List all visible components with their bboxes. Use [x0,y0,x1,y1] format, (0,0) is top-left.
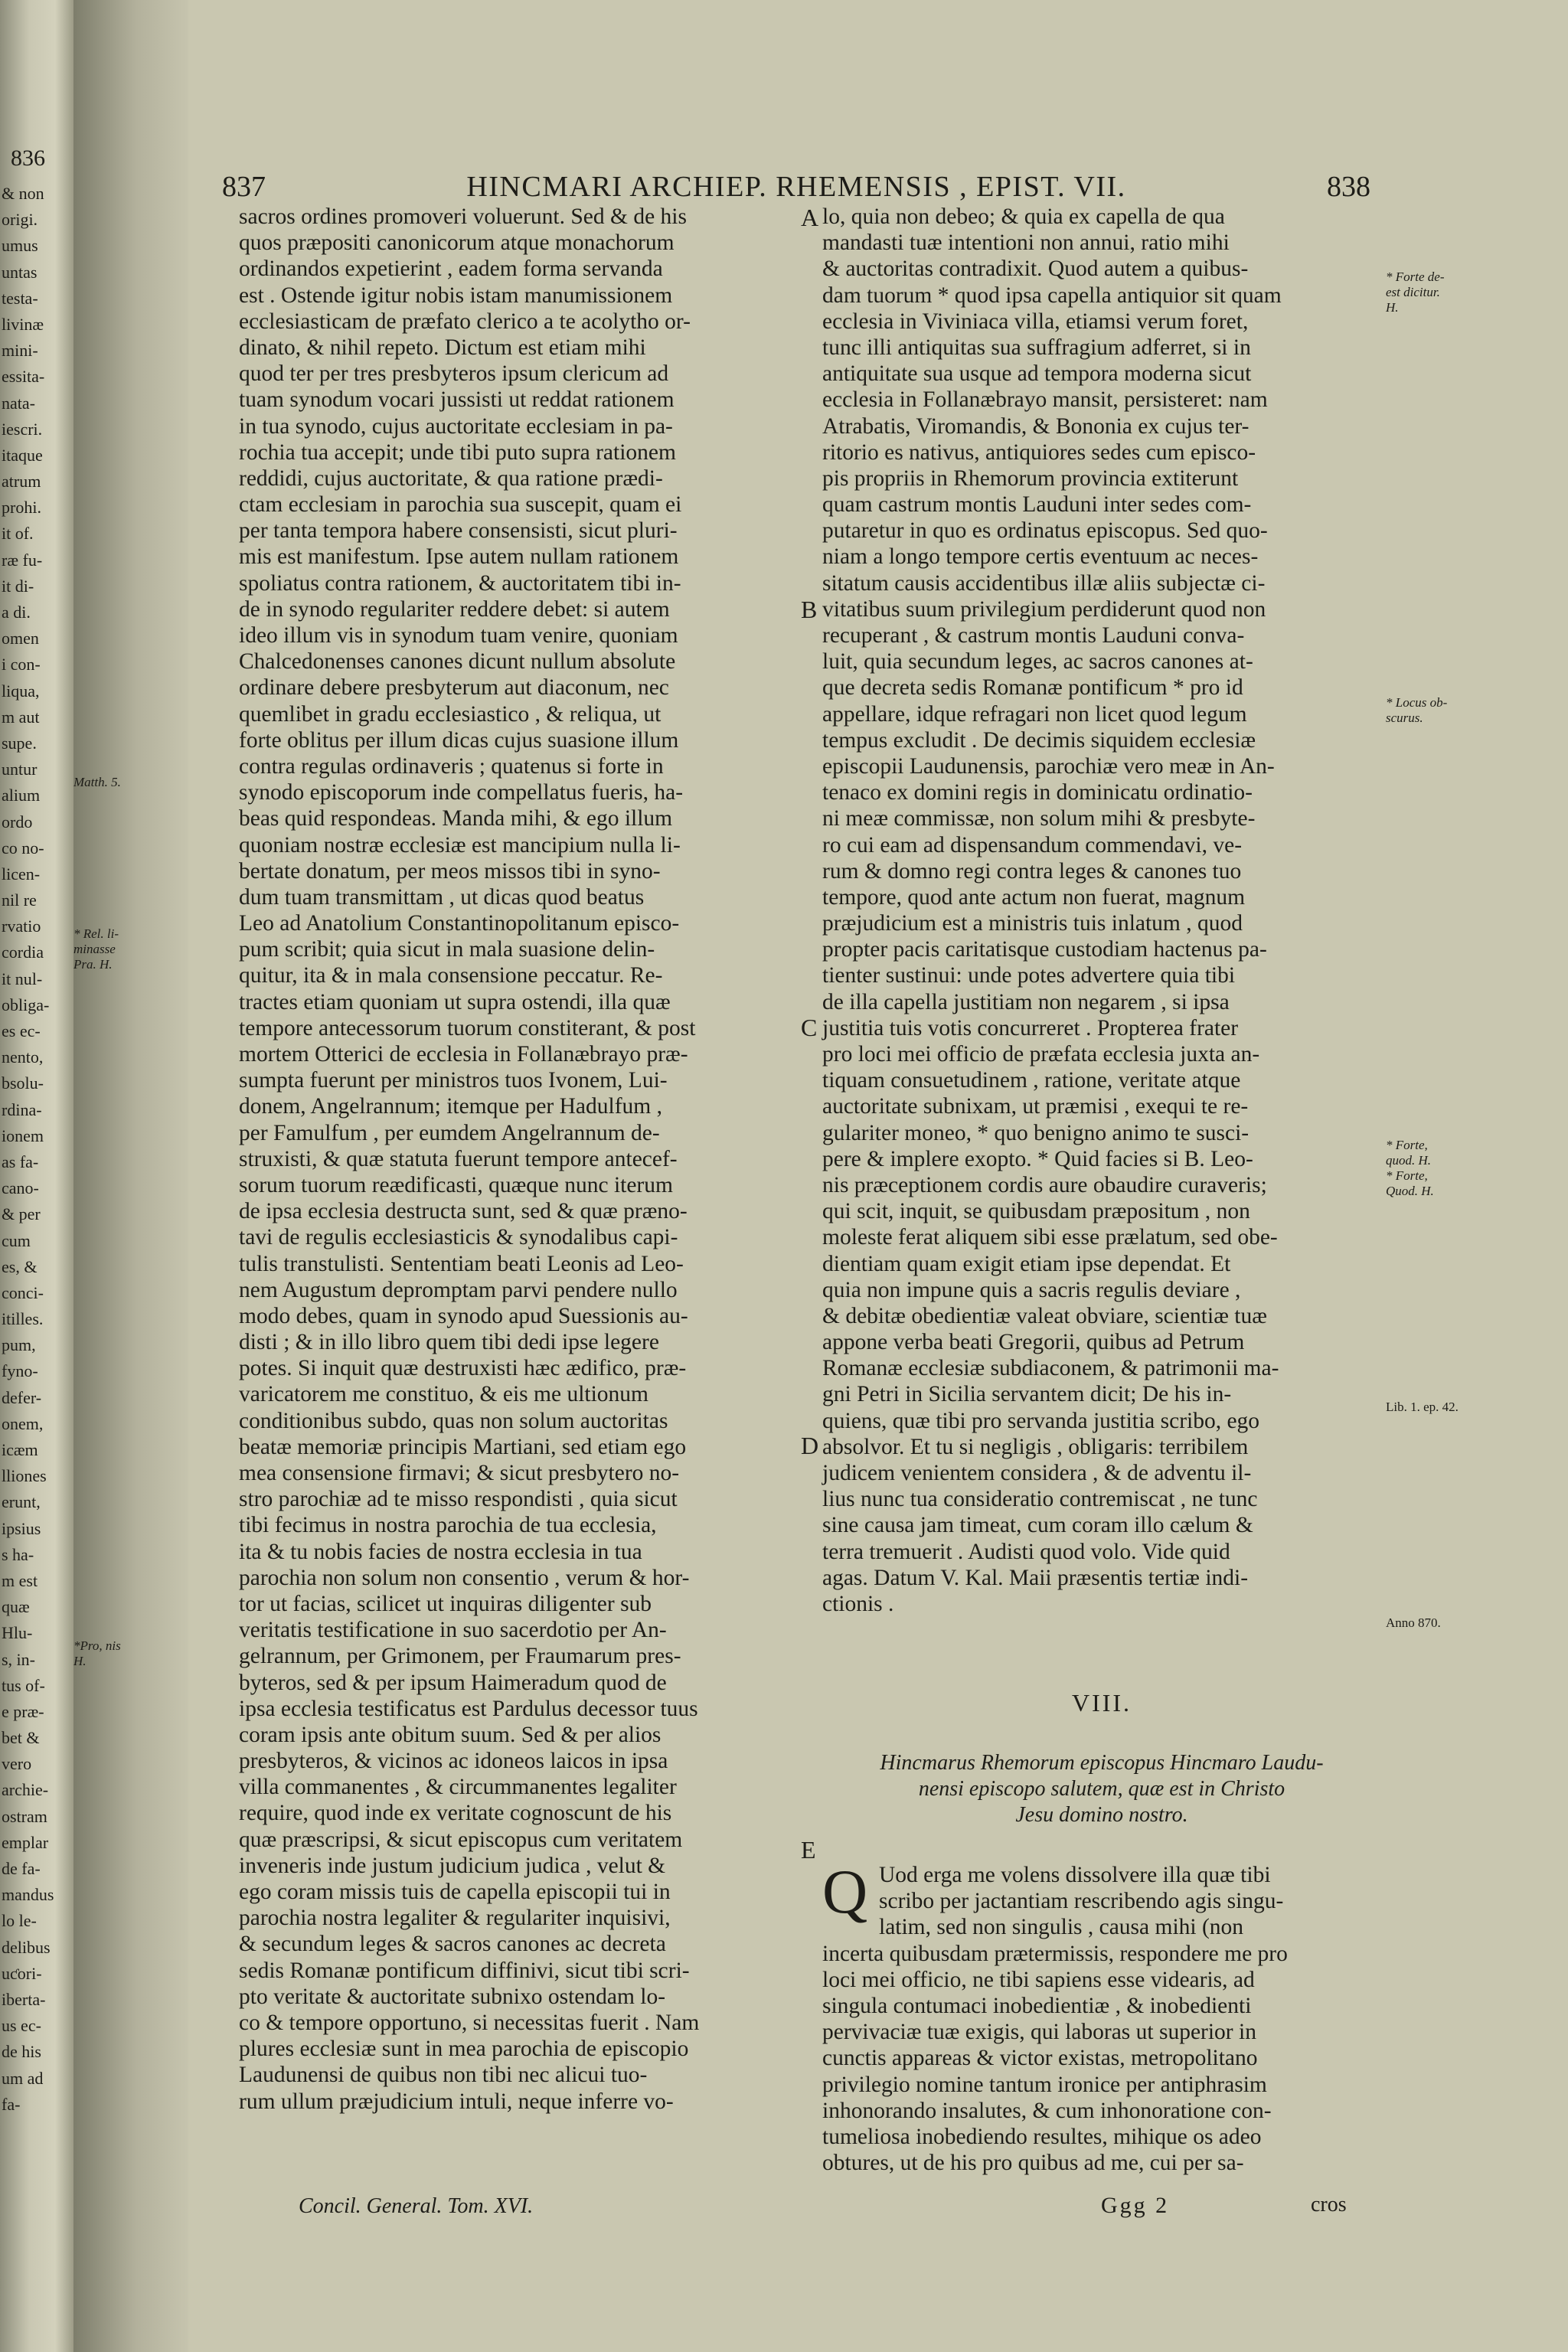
text-line: co & tempore opportuno, si necessitas fuerit . Nam [239,2010,700,2035]
text-line: vitatibus suum privilegium perdiderunt quod non [822,596,1266,622]
footer-signature-mark: Ggg 2 [1101,2193,1170,2218]
text-line: Romanæ ecclesiæ subdiaconem, & patrimonii ma- [822,1356,1279,1381]
text-line: ni meæ commissæ, non solum mihi & presbyte- [822,806,1256,831]
text-line: gni Petri in Sicilia servantem dicit; De his in- [822,1382,1232,1407]
section-letter-e: E [801,1836,816,1864]
right-margin-note: Anno 870. [1386,1615,1441,1630]
text-line: & debitæ obedientiæ valeat obviare, scientiæ tuæ [822,1303,1267,1328]
text-line: ritorio es nativus, antiquiores sedes cum episco- [822,439,1256,465]
left-page-fragment: nata- [2,393,35,413]
left-page-fragment: fa- [2,2094,21,2114]
left-page-fragment: fyno- [2,1361,38,1381]
left-page-fragment: e præ- [2,1701,44,1721]
left-page-fragment: co no- [2,838,44,858]
left-page-fragment: bet & [2,1728,40,1748]
section-letter-b: B [801,596,818,623]
text-line: est . Ostende igitur nobis istam manumissionem [239,283,673,308]
text-line: mortem Otterici de ecclesia in Follanæbrayo præ- [239,1042,688,1067]
left-page-fragment: rvatio [2,916,41,936]
text-line: lius nunc tua consideratio contremiscat , ne tunc [822,1487,1258,1512]
text-line: mis est manifestum. Ipse autem nullam rationem [239,544,679,570]
text-line: tavi de regulis ecclesiasticis & synodalibus capi- [239,1225,678,1250]
text-line: qui scit, inquit, se quibusdam præpositum , non [822,1199,1250,1224]
left-page-fragment: delibus [2,1937,51,1957]
left-page-fragment: liqua, [2,681,40,701]
text-line: antiquitate sua usque ad tempora moderna sicut [822,361,1252,387]
text-line: beatæ memoriæ principis Martiani, sed etiam ego [239,1434,687,1459]
text-line: presbyteros, & vicinos ac idoneos laicos in ipsa [239,1749,668,1774]
text-line: recuperant , & castrum montis Lauduni conva- [822,623,1245,648]
left-page-fragment: erunt, [2,1492,41,1512]
text-line: quod ter per tres presbyteros ipsum clericum ad [239,361,669,387]
right-margin-note: * Locus ob- scurus. [1386,695,1448,725]
left-page-fragment: s ha- [2,1544,34,1564]
text-line: tienter sustinui: unde potes advertere quia tibi [822,963,1236,988]
text-line: contra regulas ordinaveris ; quatenus si forte in [239,753,664,779]
text-line: rochia tua accepit; unde tibi puto supra rationem [239,439,676,465]
text-line: tor ut facias, scilicet ut inquiras diligenter sub [239,1591,652,1616]
left-page-fragment: onem, [2,1413,44,1433]
left-page-fragment: & per [2,1204,41,1224]
text-line: nem Augustum depromptam parvi pendere nullo [239,1277,678,1302]
text-line: tempore antecessorum tuorum constiterant, & post [239,1015,696,1040]
left-page-fragment: ræ fu- [2,550,43,570]
left-page-fragment: umus [2,236,38,256]
left-page-fragment: icæm [2,1440,38,1459]
text-line: de illa capella justitiam non negarem , si ipsa [822,989,1230,1014]
text-line: lo, quia non debeo; & quia ex capella de qua [822,204,1225,229]
text-line: & secundum leges & sacros canones ac decreta [239,1932,666,1957]
left-page-fragment: as fa- [2,1152,39,1171]
left-page-text-fragments [2,181,74,2118]
text-line: conditionibus subdo, quas non solum auctoritas [239,1408,668,1433]
text-line: ctam ecclesiam in parochia sua suscepit, quam ei [239,492,682,518]
left-page-edge [0,0,74,2352]
text-line: parochia non solum non consentio , verum & hor- [239,1565,690,1590]
left-page-fragment: itaque [2,445,43,465]
left-page-fragment: ionem [2,1125,44,1145]
left-page-fragment: a di. [2,603,31,622]
text-line: plures ecclesiæ sunt in mea parochia de episcopio [239,2037,689,2062]
left-page-fragment: rdina- [2,1099,42,1119]
left-page-fragment: livinæ [2,314,44,334]
section-heading [822,1750,1381,1829]
text-line: parochia nostra legaliter & regulariter inquisivi, [239,1906,671,1931]
page-number-right: 838 [1327,171,1370,203]
left-page-fragment: alium [2,786,41,805]
text-line: gelrannum, per Grimonem, per Fraumarum pres- [239,1644,681,1669]
left-page-fragment: & non [2,184,44,203]
text-line: ego coram missis tuis de capella episcopii tui in [239,1880,671,1904]
text-line: pto veritate & auctoritate subnixo ostendam lo- [239,1984,666,2009]
text-line: quia non impune quis a sacris regulis deviare , [822,1277,1241,1302]
left-page-fragment: iberta- [2,1989,46,2009]
text-line: per Famulfum , per eumdem Angelrannum de- [239,1120,660,1145]
left-page-fragment: es, & [2,1256,38,1276]
left-page-fragment: i con- [2,655,41,675]
text-line: bertate donatum, per meos missos tibi in syno- [239,858,661,884]
left-page-fragment: supe. [2,733,37,753]
text-line: forte oblitus per illum dicas cujus suasione illum [239,727,679,753]
book-gutter [74,0,188,2352]
text-line: inveneris inde justum judicium judica , velut & [239,1853,666,1878]
text-line: varicatorem me constituo, & eis me ultionum [239,1382,648,1407]
text-line: Chalcedonenses canones dicunt nullum absolute [239,649,676,675]
text-line: pere & implere exopto. * Quid facies si B. Leo- [822,1146,1253,1171]
text-line: quam castrum montis Lauduni inter sedes com- [822,492,1252,518]
text-line: ecclesia in Viviniaca villa, etiamsi verum foret, [822,309,1249,334]
text-line: rum & domno regi contra leges & canones tuo [822,858,1242,884]
text-line: donem, Angelrannum; itemque per Hadulfum , [239,1094,662,1119]
text-line: modo debes, quam in synodo apud Suessionis au- [239,1303,688,1328]
text-line: mea consensione firmavi; & sicut presbytero no- [239,1461,680,1485]
left-page-fragment: uƈori- [2,1963,42,1983]
text-line: auctoritate subnixam, ut præmisi , exequi te re- [822,1094,1249,1119]
left-margin-note: * Rel. li- minasse Pra. H. [74,926,119,972]
text-line: nis præceptionem cordis aure obaudire curaveris; [822,1172,1267,1197]
section-number: VIII. [1071,1689,1132,1717]
left-page-fragment: prohi. [2,498,41,518]
text-line: potes. Si inquit quæ destruxisti hæc ædifico, præ- [239,1356,687,1381]
section-heading-line: Hincmarus Rhemorum episcopus Hincmaro Laudu- [880,1751,1324,1775]
letter-line: latim, sed non singulis , causa mihi (non [879,1915,1244,1940]
text-line: spoliatus contra rationem, & auctoritatem tibi in- [239,570,681,596]
letter-line: privilegio nomine tantum ironice per antiphrasim [822,2072,1267,2097]
text-line: dam tuorum * quod ipsa capella antiquior sit quam [822,283,1282,308]
text-line: tempus excludit . De decimis siquidem ecclesiæ [822,727,1256,753]
letter-line: obtures, ut de his pro quibus ad me, cui per sa- [822,2151,1244,2176]
left-page-fragment: ostram [2,1806,47,1826]
text-line: de in synodo regulariter reddere debet: si autem [239,596,670,622]
left-page-fragment: defer- [2,1387,42,1407]
left-page-fragment: nento, [2,1047,44,1067]
left-margin-note: *Pro, nis H. [74,1638,121,1668]
left-page-fragment: s, in- [2,1649,35,1669]
left-page-fragment: cum [2,1230,31,1250]
left-page-fragment: nil re [2,890,37,910]
drop-cap: Q [822,1857,868,1926]
text-line: villa commanentes , & circummanentes legaliter [239,1775,677,1800]
text-line: & auctoritas contradixit. Quod autem a quibus- [822,256,1249,282]
text-line: disti ; & in illo libro quem tibi dedi ipse legere [239,1330,659,1355]
text-line: ecclesiasticam de præfato clerico a te acolytho or- [239,309,691,334]
left-page-fragment: iescri. [2,419,43,439]
left-page-fragment: atrum [2,472,41,492]
text-line: tenaco ex domini regis in dominicatu ordinatio- [822,780,1253,805]
left-page-fragment: m aut [2,707,40,727]
left-page-fragment: untas [2,262,38,282]
left-page-fragment: quæ [2,1597,30,1617]
left-page-number: 836 [11,145,45,171]
left-page-fragment: untur [2,760,38,779]
text-line: ro cui eam ad dispensandum commendavi, ve- [822,832,1243,858]
text-line: pum scribit; quia sicut in mala suasione delin- [239,937,655,962]
text-line: quiens, quæ tibi pro servanda justitia scribo, ego [822,1408,1260,1433]
text-line: sedis Romanæ pontificum diffinivi, sicut tibi scri- [239,1958,690,1983]
text-line: præjudicium est a ministris tuis inlatum , quod [822,911,1243,936]
left-page-fragment: bsolu- [2,1073,44,1093]
text-line: rum ullum præjudicium intuli, neque inferre vo- [239,2089,674,2114]
text-line: appellare, idque refragari non licet quod legum [822,701,1247,727]
right-margin-note: Lib. 1. ep. 42. [1386,1400,1459,1414]
left-page-fragment: mandus [2,1885,54,1905]
text-column-left [239,204,798,2115]
left-page-fragment: mini- [2,341,38,361]
letter-line: tumeliosa inobediendo resultes, mihique os adeo [822,2124,1262,2149]
letter-body [822,1857,1381,2176]
text-line: pro loci mei officio de præfata ecclesia juxta an- [822,1042,1260,1067]
text-line: appone verba beati Gregorii, quibus ad Petrum [822,1330,1245,1355]
text-line: beas quid respondeas. Manda mihi, & ego illum [239,806,673,831]
text-line: Laudunensi de quibus non tibi nec alicui tuo- [239,2063,648,2088]
left-page-fragment: it nul- [2,969,43,988]
text-line: require, quod inde ex veritate cognoscunt de his [239,1801,672,1826]
section-heading-line: nensi episcopo salutem, quæ est in Christo [918,1777,1285,1802]
right-margin-note: * Forte de- est dicitur. H. [1386,270,1445,315]
left-page-fragment: emplar [2,1832,49,1852]
text-line: dinato, & nihil repeto. Dictum est etiam mihi [239,335,646,360]
letter-line: cunctis appareas & victor existas, metropolitano [822,2046,1258,2071]
left-page-fragment: m est [2,1570,38,1590]
text-line: episcopii Laudunensis, parochiæ vero meæ in An- [822,753,1275,779]
section-letter-d: D [801,1432,819,1459]
right-margin-note: * Forte, quod. H. * Forte, Quod. H. [1386,1138,1434,1198]
left-page-fragment: cordia [2,942,44,962]
running-header [222,170,1370,208]
text-line: absolvor. Et tu si negligis , obligaris: terribilem [822,1434,1249,1459]
left-page-fragment: omen [2,629,39,648]
left-page-fragment: vero [2,1754,32,1774]
letter-line: scribo per jactantiam rescribendo agis singu- [879,1889,1284,1914]
letter-line: incerta quibusdam prætermissis, respondere me pro [822,1941,1288,1966]
text-line: quæ præscripsi, & sicut episcopus cum veritatem [239,1827,683,1852]
left-margin-note: Matth. 5. [74,775,121,789]
text-line: gulariter moneo, * quo benigno animo te susci- [822,1120,1250,1145]
left-page-fragment: tus of- [2,1675,45,1695]
text-line: tractes etiam quoniam ut supra ostendi, illa quæ [239,989,671,1014]
text-line: veritatis testificatione in suo sacerdotio per An- [239,1618,667,1643]
left-page-fragment: conci- [2,1282,44,1302]
text-line: agas. Datum V. Kal. Maii præsentis tertiæ indi- [822,1565,1249,1590]
text-column-right [822,204,1381,1617]
left-page-fragment: testa- [2,288,38,308]
text-line: quemlibet in gradu ecclesiastico , & reliqua, ut [239,701,662,727]
left-page-fragment: de his [2,2042,41,2062]
text-line: judicem venientem considera , & de adventu il- [822,1461,1252,1485]
left-page-fragment: us ec- [2,2016,41,2036]
text-line: ita & tu nobis facies de nostra ecclesia in tua [239,1539,642,1564]
text-line: sine causa jam timeat, cum coram illo cælum & [822,1513,1253,1538]
text-line: byteros, sed & per ipsum Haimeradum quod de [239,1670,667,1695]
text-line: Leo ad Anatolium Constantinopolitanum episco- [239,911,680,936]
text-line: sacros ordines promoveri voluerunt. Sed & de his [239,204,687,229]
text-line: dum tuam transmittam , ut dicas quod beatus [239,884,645,910]
left-page-fragment: ordo [2,812,33,831]
text-line: terra tremuerit . Audisti quod volo. Vide quid [822,1539,1230,1564]
text-line: in tua synodo, cujus auctoritate ecclesiam in pa- [239,413,673,439]
left-page-fragment: es ec- [2,1021,41,1040]
text-line: stro parochiæ ad te misso respondisti , quia sicut [239,1487,678,1512]
text-line: niam a longo tempore certis eventuum ac neces- [822,544,1259,570]
left-page-fragment: de fa- [2,1859,41,1878]
text-line: mandasti tuæ intentioni non annui, ratio mihi [822,230,1230,256]
text-line: moleste ferat aliquem sibi esse prælatum, sed obe- [822,1225,1278,1250]
left-page-fragment: lo le- [2,1911,37,1931]
left-page-fragment: pum, [2,1335,36,1355]
left-page-fragment: um ad [2,2068,44,2088]
text-line: reddidi, cujus auctoritate, & qua ratione prædi- [239,466,663,491]
text-line: Atrabatis, Viromandis, & Bononia ex cujus ter- [822,413,1250,439]
left-page-fragment: lliones [2,1466,47,1486]
text-line: per tanta tempora habere consensisti, sicut pluri- [239,518,678,544]
text-line: tulis transtulisti. Sententiam beati Leonis ad Leo- [239,1251,684,1276]
text-line: que decreta sedis Romanæ pontificum * pro id [822,675,1243,701]
text-line: pis propriis in Rhemorum provincia extiterunt [822,466,1239,491]
text-line: ideo illum vis in synodum tuam venire, quoniam [239,623,678,648]
left-page-fragment: itilles. [2,1309,44,1329]
left-page-fragment: Hlu- [2,1623,33,1643]
left-page-fragment: ipsius [2,1518,41,1538]
text-line: propter pacis caritatisque custodiam hactenus pa- [822,937,1267,962]
running-title: HINCMARI ARCHIEP. RHEMENSIS , EPIST. VII. [466,171,1126,203]
text-line: tunc illi antiquitas sua suffragium adferret, si in [822,335,1251,360]
letter-line: pervivaciæ tuæ exigis, qui laboras ut superior in [822,2020,1256,2045]
text-line: tibi fecimus in nostra parochia de tua ecclesia, [239,1513,657,1538]
text-line: synodo episcoporum inde compellatus fueris, ha- [239,780,684,805]
section-letter-a: A [801,204,819,231]
text-line: sorum tuorum reædificasti, quæque nunc iterum [239,1172,673,1197]
text-line: tuam synodum vocari jussisti ut reddat rationem [239,387,675,413]
left-page-fragment: licen- [2,864,41,884]
left-page-fragment: essita- [2,367,45,387]
text-line: dientiam quam exigit etiam ipse dependat. Et [822,1251,1231,1276]
text-line: ctionis . [822,1591,894,1616]
left-page-fragment: cano- [2,1178,39,1198]
text-line: ordinare debere presbyterum aut diaconum, nec [239,675,669,701]
left-page-fragment: it di- [2,576,34,596]
letter-line: loci mei officio, ne tibi sapiens esse videaris, ad [822,1967,1255,1992]
text-line: tiquam consuetudinem , ratione, veritate atque [822,1068,1241,1093]
section-letter-c: C [801,1014,818,1041]
text-line: quos præpositi canonicorum atque monachorum [239,230,675,256]
text-line: quitur, ita & in mala consensione peccatur. Re- [239,963,663,988]
footer-catchword: cros [1311,2193,1347,2216]
text-line: sitatum causis accidentibus illæ aliis subjectæ ci- [822,570,1266,596]
text-line: quoniam nostræ ecclesiæ est mancipium nulla li- [239,832,681,858]
text-line: ipsa ecclesia testificatus est Pardulus decessor tuus [239,1696,698,1721]
text-line: justitia tuis votis concurreret . Propterea frater [822,1015,1239,1040]
page-number-left: 837 [222,171,266,203]
text-line: ordinandos expetierint , eadem forma servanda [239,256,663,282]
text-line: ecclesia in Follanæbrayo mansit, persisteret: nam [822,387,1268,413]
text-line: putaretur in quo es ordinatus episcopus. Sed quo- [822,518,1268,544]
footer-volume-reference: Concil. General. Tom. XVI. [299,2194,534,2218]
left-page-fragment: archie- [2,1780,49,1800]
letter-line: Uod erga me volens dissolvere illa quæ tibi [879,1863,1271,1887]
text-line: luit, quia secundum leges, ac sacros canones at- [822,649,1253,675]
text-line: struxisti, & quæ statuta fuerunt tempore antecef- [239,1146,678,1171]
section-heading-line: Jesu domino nostro. [1015,1803,1188,1828]
letter-line: singula contumaci inobedientiæ , & inobedienti [822,1993,1252,2018]
text-line: sumpta fuerunt per ministros tuos Ivonem, Lui- [239,1068,668,1093]
text-line: tempore, quod ante actum non fuerat, magnum [822,884,1246,910]
text-line: de ipsa ecclesia destructa sunt, sed & quæ præno- [239,1199,688,1224]
left-page-fragment: it of. [2,524,34,544]
text-line: coram ipsis ante obitum suum. Sed & per alios [239,1722,662,1747]
letter-line: inhonorando insalutes, & cum inhonoratione con- [822,2098,1272,2123]
left-page-fragment: origi. [2,210,38,230]
left-page-fragment: obliga- [2,995,50,1014]
